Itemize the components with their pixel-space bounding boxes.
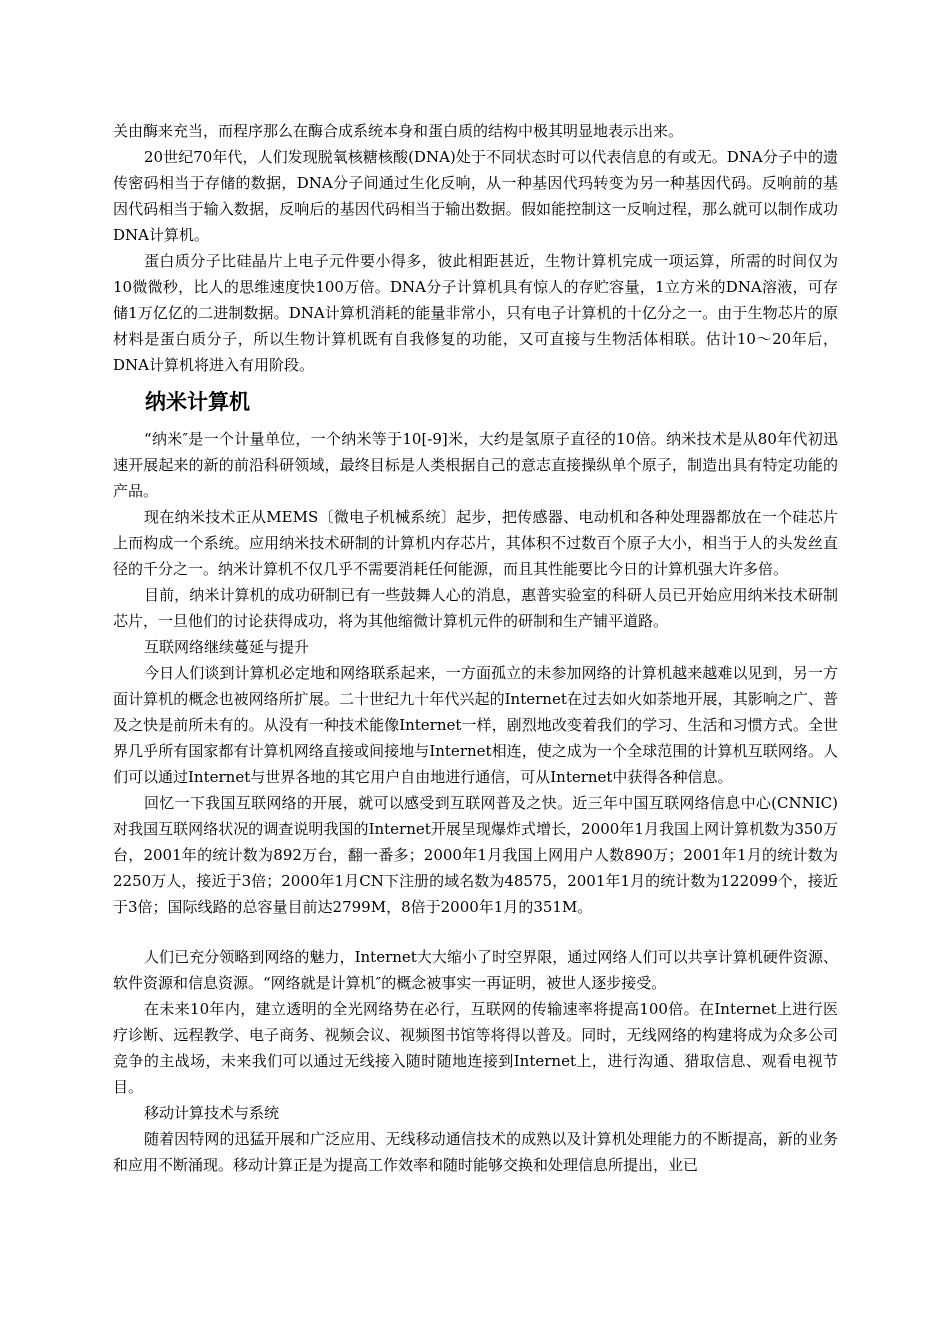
blank-line bbox=[113, 920, 838, 944]
paragraph: 蛋白质分子比硅晶片上电子元件要小得多，彼此相距甚近，生物计算机完成一项运算，所需的时间仅为10微微秒，比人的思维速度快100万倍。DNA分子计算机具有惊人的存贮容量，1立方米的DNA溶液，可存储1万亿亿的二进制数据。DNA计算机消耗的能量非常小，只有电子计算机的十亿分之一。由于生物芯片的原材料是蛋白质分子，所以生物计算机既有自我修复的功能，又可直接与生物活体相联。估计10～20年后，DNA计算机将进入有用阶段。 bbox=[113, 252, 838, 374]
paragraph: 在未来10年内，建立透明的全光网络势在必行，互联网的传输速率将提高100倍。在Internet上进行医疗诊断、远程教学、电子商务、视频会议、视频图书馆等将得以普及。同时，无线网络的构建将成为众多公司竞争的主战场，未来我们可以通过无线接入随时随地连接到Internet上，进行沟通、猎取信息、观看电视节目。 bbox=[113, 1000, 838, 1096]
paragraph: 现在纳米技术正从MEMS〔微电子机械系统〕起步，把传感器、电动机和各种处理器都放在一个硅芯片上而构成一个系统。应用纳米技术研制的计算机内存芯片，其体积不过数百个原子大小，相当于人的头发丝直径的千分之一。纳米计算机不仅几乎不需要消耗任何能源，而且其性能要比今日的计算机强大许多倍。 bbox=[113, 508, 838, 578]
paragraph: 今日人们谈到计算机必定地和网络联系起来，一方面孤立的未参加网络的计算机越来越难以见到，另一方面计算机的概念也被网络所扩展。二十世纪九十年代兴起的Internet在过去如火如荼地开展，其影响之广、普及之快是前所未有的。从没有一种技术能像Internet一样，剧烈地改变着我们的学习、生活和习惯方式。全世界几乎所有国家都有计算机网络直接或间接地与Internet相连，使之成为一个全球范围的计算机互联网络。人们可以通过Internet与世界各地的其它用户自由地进行通信，可从Internet中获得各种信息。 bbox=[113, 664, 838, 786]
subsection-heading: 互联网络继续蔓延与提升 bbox=[144, 638, 310, 656]
paragraph: 人们已充分领略到网络的魅力，Internet大大缩小了时空界限，通过网络人们可以共享计算机硬件资源、软件资源和信息资源。“网络就是计算机″的概念被事实一再证明，被世人逐步接受。 bbox=[113, 948, 838, 992]
paragraph: 目前，纳米计算机的成功研制已有一些鼓舞人心的消息，惠普实验室的科研人员已开始应用纳米技术研制芯片，一旦他们的讨论获得成功，将为其他缩微计算机元件的研制和生产铺平道路。 bbox=[113, 586, 838, 630]
section-heading: 纳米计算机 bbox=[145, 390, 250, 414]
document-page bbox=[113, 118, 838, 1178]
paragraph: 回忆一下我国互联网络的开展，就可以感受到互联网普及之快。近三年中国互联网络信息中心(CNNIC)对我国互联网络状况的调查说明我国的Internet开展呈现爆炸式增长，2000年1月我国上网计算机数为350万台，2001年的统计数为892万台，翻一番多；2000年1月我国上网用户人数890万；2001年1月的统计数为2250万人，接近于3倍；2000年1月CN下注册的域名数为48575，2001年1月的统计数为122099个，接近于3倍；国际线路的总容量目前达2799M，8倍于2000年1月的351M。 bbox=[113, 794, 838, 916]
paragraph: 随着因特网的迅猛开展和广泛应用、无线移动通信技术的成熟以及计算机处理能力的不断提高，新的业务和应用不断涌现。移动计算正是为提高工作效率和随时能够交换和处理信息所提出，业已 bbox=[113, 1130, 838, 1174]
paragraph: 关由酶来充当，而程序那么在酶合成系统本身和蛋白质的结构中极其明显地表示出来。 bbox=[113, 122, 684, 140]
paragraph: “纳米″是一个计量单位，一个纳米等于10[-9]米，大约是氢原子直径的10倍。纳米技术是从80年代初迅速开展起来的新的前沿科研领域，最终目标是人类根据自己的意志直接操纵单个原子，制造出具有特定功能的产品。 bbox=[113, 430, 838, 500]
paragraph: 20世纪70年代，人们发现脱氧核糖核酸(DNA)处于不同状态时可以代表信息的有或无。DNA分子中的遗传密码相当于存储的数据，DNA分子间通过生化反响，从一种基因代玛转变为另一种基因代码。反响前的基因代码相当于输入数据，反响后的基因代码相当于输出数据。假如能控制这一反响过程，那么就可以制作成功DNA计算机。 bbox=[113, 148, 838, 244]
subsection-heading: 移动计算技术与系统 bbox=[144, 1104, 280, 1122]
